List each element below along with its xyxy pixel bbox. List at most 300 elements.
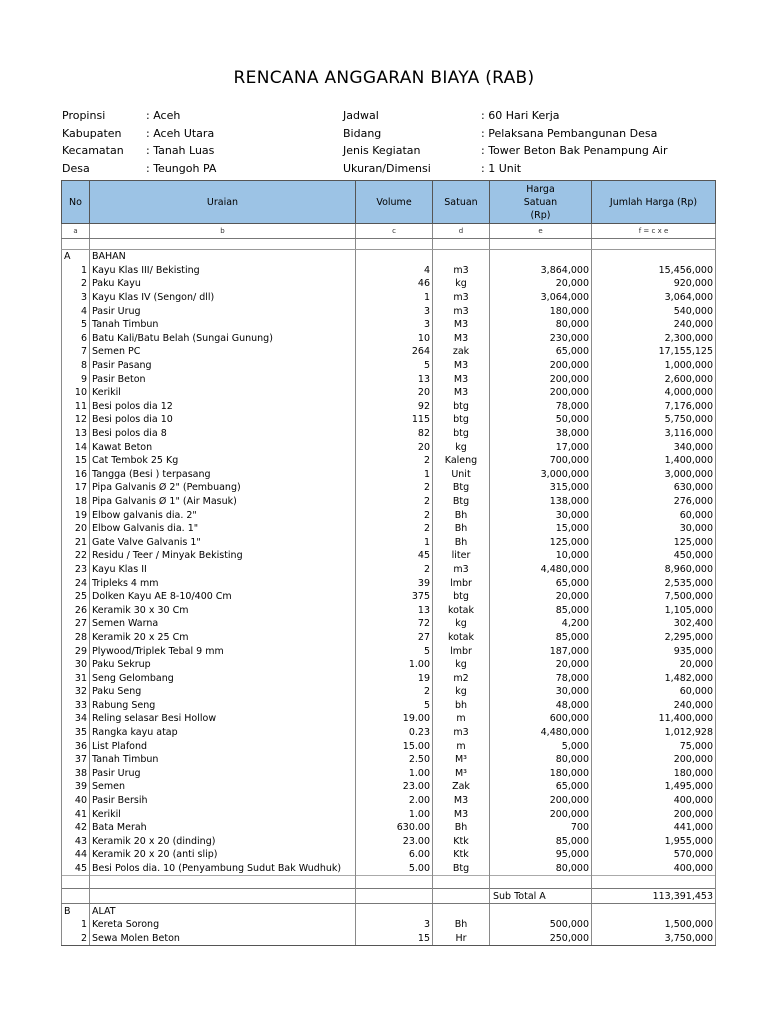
item-volume: 19 [356, 671, 433, 685]
table-row [62, 848, 716, 862]
item-no: 33 [62, 699, 90, 713]
item-name: Cat Tembok 25 Kg [90, 454, 356, 468]
info-row [62, 107, 216, 125]
item-total: 7,176,000 [592, 400, 716, 414]
item-total: 540,000 [592, 304, 716, 318]
table-body [62, 239, 716, 946]
item-name: Besi polos dia 12 [90, 400, 356, 414]
item-volume: 375 [356, 590, 433, 604]
item-name: Semen PC [90, 345, 356, 359]
item-volume: 3 [356, 304, 433, 318]
empty-cell [490, 250, 592, 264]
item-name: Kerikil [90, 386, 356, 400]
info-row [343, 125, 668, 143]
table-row [62, 699, 716, 713]
item-volume: 27 [356, 631, 433, 645]
info-value: : Aceh Utara [146, 126, 215, 140]
info-row [62, 160, 216, 178]
table-row [62, 821, 716, 835]
item-total: 1,012,928 [592, 726, 716, 740]
table-row [62, 495, 716, 509]
table-row [62, 603, 716, 617]
item-unit: kotak [433, 603, 490, 617]
item-name: Tanah Timbun [90, 318, 356, 332]
item-unit: btg [433, 413, 490, 427]
item-total: 1,500,000 [592, 918, 716, 932]
item-volume: 1.00 [356, 767, 433, 781]
table-row [62, 372, 716, 386]
table-row [62, 576, 716, 590]
item-name: Elbow Galvanis dia. 1" [90, 522, 356, 536]
item-price: 250,000 [490, 932, 592, 946]
item-no: 8 [62, 359, 90, 373]
item-name: Pipa Galvanis Ø 2" (Pembuang) [90, 481, 356, 495]
item-unit: kg [433, 277, 490, 291]
item-price: 200,000 [490, 372, 592, 386]
item-price: 138,000 [490, 495, 592, 509]
item-volume: 1.00 [356, 658, 433, 672]
item-no: 44 [62, 848, 90, 862]
item-price: 3,000,000 [490, 468, 592, 482]
item-no: 26 [62, 603, 90, 617]
item-name: Sewa Molen Beton [90, 932, 356, 946]
item-no: 4 [62, 304, 90, 318]
item-volume: 1 [356, 535, 433, 549]
item-no: 35 [62, 726, 90, 740]
item-volume: 2 [356, 508, 433, 522]
item-volume: 2 [356, 481, 433, 495]
item-price: 85,000 [490, 603, 592, 617]
item-price: 48,000 [490, 699, 592, 713]
empty-cell [592, 876, 716, 889]
item-name: Kayu Klas IV (Sengon/ dll) [90, 291, 356, 305]
item-unit: m [433, 712, 490, 726]
item-unit: M3 [433, 318, 490, 332]
item-unit: btg [433, 427, 490, 441]
item-price: 200,000 [490, 359, 592, 373]
table-row [62, 862, 716, 876]
item-price: 4,200 [490, 617, 592, 631]
item-price: 180,000 [490, 767, 592, 781]
table-row [62, 685, 716, 699]
item-total: 1,105,000 [592, 603, 716, 617]
info-right [343, 107, 668, 177]
item-name: Rangka kayu atap [90, 726, 356, 740]
item-volume: 2 [356, 522, 433, 536]
info-value: : 60 Hari Kerja [481, 109, 560, 122]
item-total: 17,155,125 [592, 345, 716, 359]
item-volume: 2.50 [356, 753, 433, 767]
item-total: 75,000 [592, 739, 716, 753]
item-unit: Btg [433, 481, 490, 495]
item-no: 2 [62, 277, 90, 291]
item-price: 187,000 [490, 644, 592, 658]
section-row [62, 250, 716, 264]
item-price: 20,000 [490, 590, 592, 604]
item-unit: zak [433, 345, 490, 359]
item-unit: Unit [433, 468, 490, 482]
item-price: 65,000 [490, 780, 592, 794]
item-unit: Bh [433, 508, 490, 522]
item-no: 36 [62, 739, 90, 753]
item-volume: 5.00 [356, 862, 433, 876]
info-value: : Teungoh PA [146, 161, 217, 175]
header-harga-satuan [490, 181, 592, 224]
item-unit: kg [433, 440, 490, 454]
item-no: 32 [62, 685, 90, 699]
item-name: Rabung Seng [90, 699, 356, 713]
item-unit: Hr [433, 932, 490, 946]
item-price: 200,000 [490, 794, 592, 808]
item-no: 23 [62, 563, 90, 577]
table-row [62, 739, 716, 753]
item-price: 20,000 [490, 658, 592, 672]
item-unit: Bh [433, 522, 490, 536]
info-label: Ukuran/Dimensi [343, 161, 431, 175]
item-unit: m [433, 739, 490, 753]
table-row [62, 918, 716, 932]
item-no: 34 [62, 712, 90, 726]
item-total: 200,000 [592, 807, 716, 821]
item-total: 240,000 [592, 699, 716, 713]
item-volume: 92 [356, 400, 433, 414]
item-no: 42 [62, 821, 90, 835]
item-total: 630,000 [592, 481, 716, 495]
item-total: 340,000 [592, 440, 716, 454]
info-value: : Tanah Luas [146, 144, 215, 157]
info-value: : Tower Beton Bak Penampung Air [481, 144, 668, 157]
section-code: B [62, 904, 90, 918]
item-name: Pasir Pasang [90, 359, 356, 373]
item-no: 15 [62, 454, 90, 468]
item-price: 30,000 [490, 508, 592, 522]
item-price: 95,000 [490, 848, 592, 862]
item-name: Pasir Beton [90, 372, 356, 386]
item-name: Batu Kali/Batu Belah (Sungai Gunung) [90, 332, 356, 346]
table-row [62, 617, 716, 631]
item-price: 600,000 [490, 712, 592, 726]
item-unit: bh [433, 699, 490, 713]
item-no: 25 [62, 590, 90, 604]
item-price: 10,000 [490, 549, 592, 563]
table-row [62, 794, 716, 808]
table-row [62, 304, 716, 318]
table-row [62, 291, 716, 305]
info-row [62, 142, 216, 160]
item-name: Pipa Galvanis Ø 1" (Air Masuk) [90, 495, 356, 509]
item-price: 65,000 [490, 345, 592, 359]
item-total: 4,000,000 [592, 386, 716, 400]
item-volume: 264 [356, 345, 433, 359]
table-row [62, 535, 716, 549]
header-uraian: Uraian [90, 181, 356, 224]
table-row [62, 712, 716, 726]
item-unit: kg [433, 658, 490, 672]
item-volume: 2 [356, 563, 433, 577]
item-no: 30 [62, 658, 90, 672]
header-harga-line3: (Rp) [530, 209, 551, 221]
header-harga-line2: Satuan [523, 196, 558, 208]
item-name: Paku Seng [90, 685, 356, 699]
item-price: 315,000 [490, 481, 592, 495]
item-price: 85,000 [490, 631, 592, 645]
empty-cell [356, 904, 433, 918]
item-price: 200,000 [490, 807, 592, 821]
empty-cell [62, 239, 90, 250]
item-total: 302,400 [592, 617, 716, 631]
item-total: 400,000 [592, 862, 716, 876]
table-row [62, 440, 716, 454]
table-row [62, 726, 716, 740]
table-row [62, 454, 716, 468]
item-name: Paku Kayu [90, 277, 356, 291]
item-unit: Btg [433, 862, 490, 876]
item-price: 3,064,000 [490, 291, 592, 305]
table-row [62, 522, 716, 536]
item-volume: 2 [356, 685, 433, 699]
item-volume: 6.00 [356, 848, 433, 862]
item-no: 21 [62, 535, 90, 549]
table-row [62, 671, 716, 685]
item-no: 28 [62, 631, 90, 645]
table-row [62, 264, 716, 278]
item-no: 41 [62, 807, 90, 821]
item-unit: m3 [433, 726, 490, 740]
item-total: 200,000 [592, 753, 716, 767]
item-unit: liter [433, 549, 490, 563]
section-row [62, 904, 716, 918]
item-total: 1,482,000 [592, 671, 716, 685]
item-price: 125,000 [490, 535, 592, 549]
item-no: 14 [62, 440, 90, 454]
item-no: 45 [62, 862, 90, 876]
item-name: Plywood/Triplek Tebal 9 mm [90, 644, 356, 658]
item-unit: kg [433, 617, 490, 631]
item-name: Paku Sekrup [90, 658, 356, 672]
item-unit: M³ [433, 767, 490, 781]
column-letters-row [62, 224, 716, 239]
item-unit: m2 [433, 671, 490, 685]
item-volume: 1 [356, 291, 433, 305]
empty-cell [356, 239, 433, 250]
item-volume: 45 [356, 549, 433, 563]
letter-c: c [356, 224, 433, 239]
item-name: Kayu Klas II [90, 563, 356, 577]
item-name: Keramik 20 x 20 (anti slip) [90, 848, 356, 862]
item-total: 8,960,000 [592, 563, 716, 577]
item-no: 31 [62, 671, 90, 685]
header-volume: Volume [356, 181, 433, 224]
item-unit: Bh [433, 535, 490, 549]
item-unit: lmbr [433, 576, 490, 590]
item-volume: 5 [356, 699, 433, 713]
item-price: 50,000 [490, 413, 592, 427]
subtotal-value: 113,391,453 [592, 889, 716, 904]
empty-cell [90, 239, 356, 250]
item-total: 11,400,000 [592, 712, 716, 726]
item-total: 240,000 [592, 318, 716, 332]
item-no: 24 [62, 576, 90, 590]
empty-cell [592, 239, 716, 250]
item-no: 37 [62, 753, 90, 767]
item-price: 5,000 [490, 739, 592, 753]
item-price: 78,000 [490, 400, 592, 414]
item-unit: M3 [433, 807, 490, 821]
item-volume: 0.23 [356, 726, 433, 740]
table-row [62, 318, 716, 332]
item-no: 17 [62, 481, 90, 495]
empty-cell [490, 876, 592, 889]
letter-b: b [90, 224, 356, 239]
item-total: 60,000 [592, 685, 716, 699]
item-price: 78,000 [490, 671, 592, 685]
item-name: Besi polos dia 10 [90, 413, 356, 427]
item-no: 10 [62, 386, 90, 400]
item-volume: 3 [356, 318, 433, 332]
empty-cell [90, 889, 356, 904]
item-total: 2,300,000 [592, 332, 716, 346]
item-volume: 115 [356, 413, 433, 427]
item-price: 230,000 [490, 332, 592, 346]
item-total: 2,600,000 [592, 372, 716, 386]
item-volume: 5 [356, 359, 433, 373]
item-unit: kotak [433, 631, 490, 645]
empty-cell [433, 239, 490, 250]
item-price: 700 [490, 821, 592, 835]
header-no: No [62, 181, 90, 224]
item-volume: 15.00 [356, 739, 433, 753]
letter-e: e [490, 224, 592, 239]
spacer-row [62, 876, 716, 889]
info-label: Jadwal [343, 109, 379, 122]
empty-cell [433, 876, 490, 889]
item-total: 1,495,000 [592, 780, 716, 794]
item-name: Bata Merah [90, 821, 356, 835]
table-row [62, 658, 716, 672]
item-price: 85,000 [490, 835, 592, 849]
item-volume: 23.00 [356, 835, 433, 849]
item-no: 1 [62, 918, 90, 932]
letter-a: a [62, 224, 90, 239]
item-price: 15,000 [490, 522, 592, 536]
section-name: BAHAN [90, 250, 356, 264]
item-unit: kg [433, 685, 490, 699]
item-price: 65,000 [490, 576, 592, 590]
item-no: 9 [62, 372, 90, 386]
item-total: 935,000 [592, 644, 716, 658]
table-row [62, 549, 716, 563]
item-name: Tanah Timbun [90, 753, 356, 767]
item-price: 30,000 [490, 685, 592, 699]
table-row [62, 932, 716, 946]
item-volume: 23.00 [356, 780, 433, 794]
item-unit: M3 [433, 332, 490, 346]
item-unit: lmbr [433, 644, 490, 658]
item-no: 40 [62, 794, 90, 808]
item-volume: 13 [356, 372, 433, 386]
item-name: Pasir Bersih [90, 794, 356, 808]
item-name: Pasir Urug [90, 767, 356, 781]
item-total: 441,000 [592, 821, 716, 835]
item-total: 3,000,000 [592, 468, 716, 482]
table-row [62, 468, 716, 482]
blank-row [62, 239, 716, 250]
section-code: A [62, 250, 90, 264]
item-volume: 19.00 [356, 712, 433, 726]
table-row [62, 780, 716, 794]
table-row [62, 590, 716, 604]
item-total: 1,955,000 [592, 835, 716, 849]
item-unit: m3 [433, 563, 490, 577]
table-row [62, 413, 716, 427]
item-unit: Zak [433, 780, 490, 794]
document-title: RENCANA ANGGARAN BIAYA (RAB) [233, 68, 535, 88]
item-no: 27 [62, 617, 90, 631]
item-volume: 2 [356, 495, 433, 509]
item-total: 125,000 [592, 535, 716, 549]
item-name: Pasir Urug [90, 304, 356, 318]
item-price: 80,000 [490, 753, 592, 767]
info-value: : Aceh [146, 109, 181, 122]
table-row [62, 386, 716, 400]
item-volume: 630.00 [356, 821, 433, 835]
item-total: 15,456,000 [592, 264, 716, 278]
item-unit: Bh [433, 918, 490, 932]
item-unit: Ktk [433, 848, 490, 862]
table-row [62, 631, 716, 645]
info-value: : Pelaksana Pembangunan Desa [481, 126, 658, 140]
item-unit: M3 [433, 359, 490, 373]
item-total: 570,000 [592, 848, 716, 862]
empty-cell [433, 904, 490, 918]
item-name: Keramik 30 x 30 Cm [90, 603, 356, 617]
item-no: 11 [62, 400, 90, 414]
empty-cell [356, 250, 433, 264]
item-unit: Bh [433, 821, 490, 835]
item-name: Tangga (Besi ) terpasang [90, 468, 356, 482]
empty-cell [356, 889, 433, 904]
item-price: 17,000 [490, 440, 592, 454]
item-total: 20,000 [592, 658, 716, 672]
item-volume: 46 [356, 277, 433, 291]
item-name: Gate Valve Galvanis 1" [90, 535, 356, 549]
table-row [62, 345, 716, 359]
table-row [62, 481, 716, 495]
item-name: Kawat Beton [90, 440, 356, 454]
item-price: 80,000 [490, 862, 592, 876]
empty-cell [62, 876, 90, 889]
item-no: 16 [62, 468, 90, 482]
item-volume: 10 [356, 332, 433, 346]
item-total: 3,116,000 [592, 427, 716, 441]
item-total: 2,535,000 [592, 576, 716, 590]
item-volume: 5 [356, 644, 433, 658]
item-unit: M3 [433, 386, 490, 400]
table-row [62, 359, 716, 373]
letter-d: d [433, 224, 490, 239]
item-no: 1 [62, 264, 90, 278]
item-total: 3,064,000 [592, 291, 716, 305]
item-name: Kereta Sorong [90, 918, 356, 932]
info-label: Jenis Kegiatan [343, 144, 421, 157]
item-price: 38,000 [490, 427, 592, 441]
item-name: Dolken Kayu AE 8-10/400 Cm [90, 590, 356, 604]
item-volume: 39 [356, 576, 433, 590]
item-name: Keramik 20 x 25 Cm [90, 631, 356, 645]
info-label: Desa [62, 161, 90, 175]
item-total: 180,000 [592, 767, 716, 781]
item-volume: 4 [356, 264, 433, 278]
